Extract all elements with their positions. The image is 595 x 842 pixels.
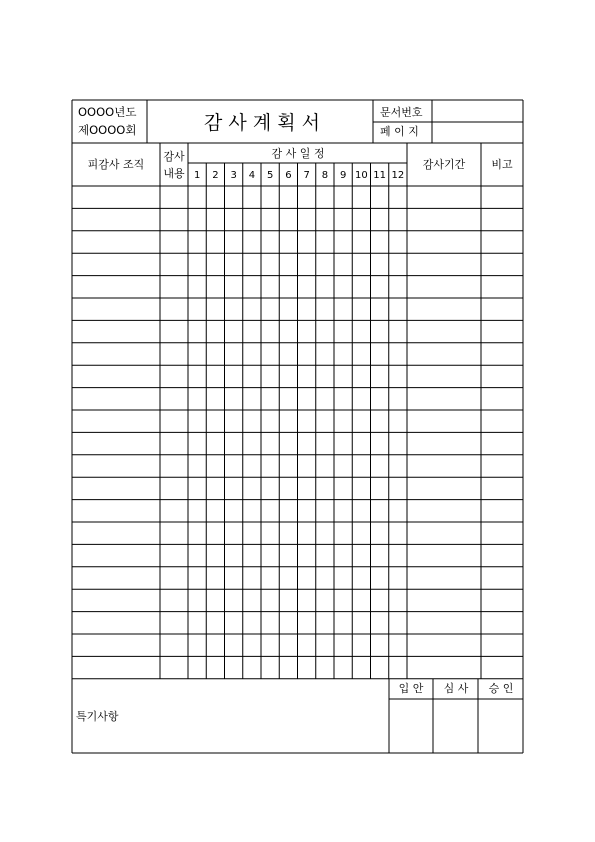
month-label: 9	[339, 170, 347, 181]
document-title: 감 사 계 획 서	[204, 112, 320, 134]
month-label: 11	[373, 170, 386, 181]
year-label: OOOO년도	[78, 105, 137, 119]
month-label: 6	[285, 170, 292, 181]
month-label: 2	[212, 170, 219, 181]
content-column-header-line1: 감사	[163, 150, 185, 163]
approval-review-label: 심 사	[443, 682, 469, 695]
schedule-column-header: 감 사 일 정	[271, 147, 325, 160]
month-label: 4	[248, 170, 256, 181]
approval-final-label: 승 인	[488, 682, 514, 695]
month-label: 3	[230, 170, 237, 181]
month-label: 1	[193, 170, 201, 181]
month-label: 5	[266, 170, 274, 181]
period-column-header: 감사기간	[422, 158, 466, 171]
month-header-labels	[194, 170, 404, 181]
month-label: 7	[303, 170, 310, 181]
special-notes-label: 특기사항	[76, 710, 119, 723]
doc-number-label: 문서번호	[380, 106, 423, 119]
month-label: 10	[355, 170, 368, 181]
session-label: 제OOOO회	[78, 123, 137, 137]
content-column-header-line2: 내용	[163, 167, 185, 180]
remarks-column-header: 비고	[491, 158, 513, 171]
approval-draft-label: 입 안	[398, 682, 424, 695]
org-column-header: 피감사 조직	[87, 158, 145, 171]
month-label: 8	[321, 170, 329, 181]
page-number-label: 페 이 지	[380, 125, 419, 138]
month-label: 12	[391, 170, 405, 181]
